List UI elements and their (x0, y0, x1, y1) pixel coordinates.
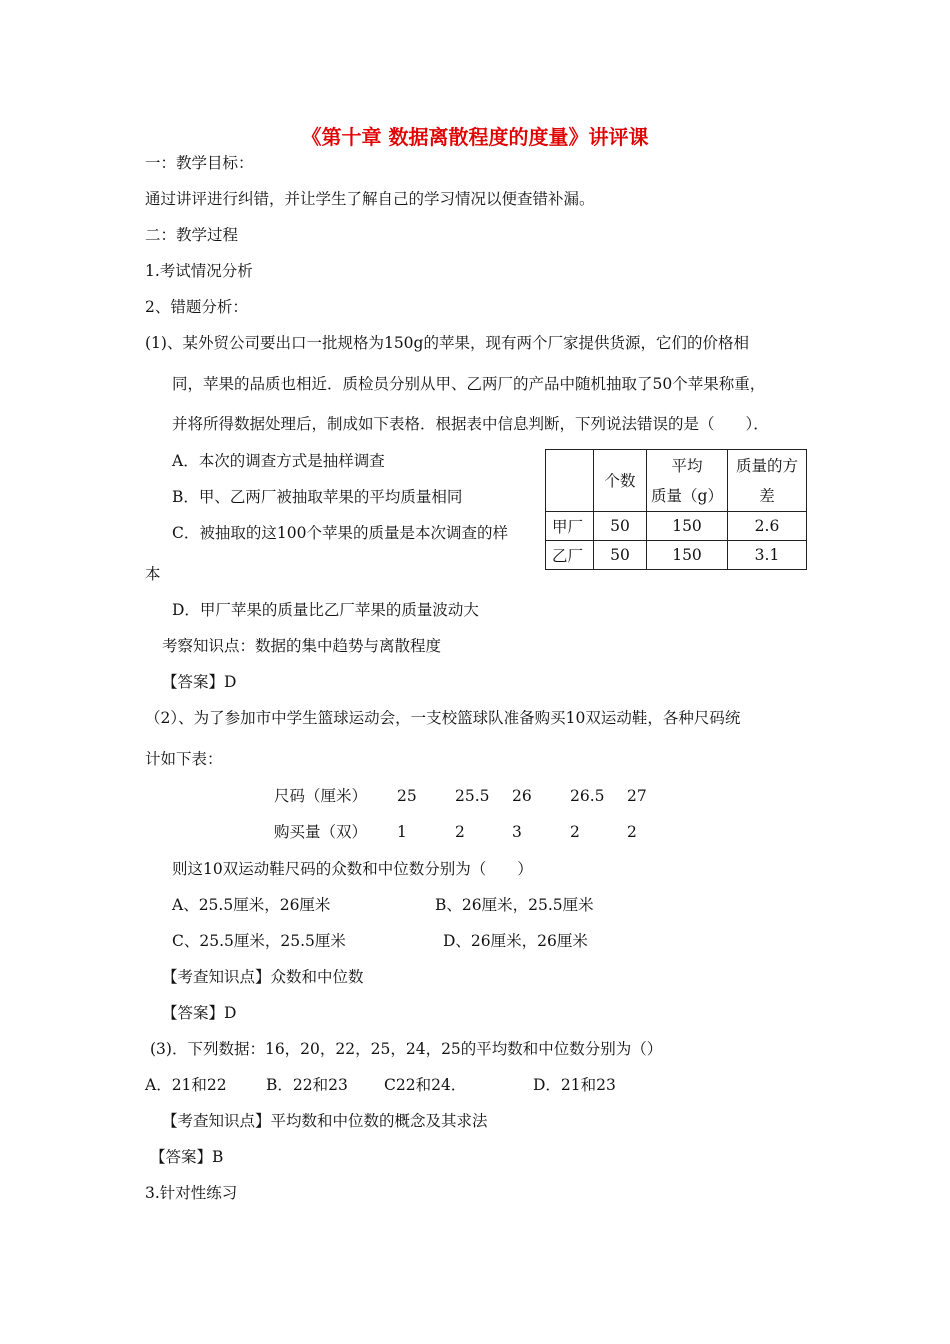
header-avg-line-1: 平均 (671, 456, 703, 475)
qty-value: 3 (512, 823, 522, 841)
q3-option-a: A．21和22 (145, 1076, 227, 1094)
row-avg: 150 (647, 512, 728, 541)
q1-answer: 【答案】D (162, 673, 237, 691)
q1-option-b: B．甲、乙两厂被抽取苹果的平均质量相同 (172, 488, 463, 506)
table-row (546, 541, 807, 570)
q1-knowledge: 考察知识点：数据的集中趋势与离散程度 (162, 637, 442, 655)
size-value: 26 (512, 787, 532, 805)
qty-label: 购买量（双） (274, 823, 368, 841)
row-name: 乙厂 (546, 541, 594, 570)
q2-option-c: C、25.5厘米，25.5厘米 (172, 932, 346, 950)
table-header-row (546, 450, 807, 512)
row-name: 甲厂 (546, 512, 594, 541)
size-label: 尺码（厘米） (274, 787, 368, 805)
table-row (546, 512, 807, 541)
size-value: 25 (397, 787, 417, 805)
q3-knowledge: 【考查知识点】平均数和中位数的概念及其求法 (162, 1112, 488, 1130)
item-1: 1.考试情况分析 (145, 262, 253, 280)
qty-value: 2 (570, 823, 580, 841)
page-title: 《第十章 数据离散程度的度量》讲评课 (301, 125, 649, 149)
header-avg (647, 450, 728, 512)
section-1-heading: 一：教学目标： (145, 154, 254, 172)
size-value: 25.5 (455, 787, 490, 805)
q1-option-c: C．被抽取的这100个苹果的质量是本次调查的样 (172, 524, 508, 542)
q1-line-2: 同，苹果的品质也相近．质检员分别从甲、乙两厂的产品中随机抽取了50个苹果称重， (172, 375, 766, 393)
q3-line-1: (3)．下列数据：16，20，22，25，24，25的平均数和中位数分别为（） (150, 1040, 663, 1058)
q1-option-d: D．甲厂苹果的质量比乙厂苹果的质量波动大 (172, 601, 479, 619)
table-corner-cell (546, 450, 594, 512)
item-3: 3.针对性练习 (145, 1184, 238, 1202)
header-variance-line-1: 质量的方 (735, 456, 798, 475)
section-2-heading: 二：教学过程 (145, 226, 239, 244)
q3-answer: 【答案】B (150, 1148, 224, 1166)
q3-option-c: C22和24． (384, 1076, 467, 1094)
q2-option-d: D、26厘米，26厘米 (443, 932, 588, 950)
q1-line-3: 并将所得数据处理后，制成如下表格．根据表中信息判断，下列说法错误的是（ ）． (172, 415, 769, 433)
row-variance: 3.1 (728, 541, 807, 570)
q3-option-b: B．22和23 (266, 1076, 348, 1094)
q2-line-2: 计如下表： (145, 750, 223, 768)
header-variance-line-2: 差 (759, 486, 775, 505)
q2-option-b: B、26厘米，25.5厘米 (435, 896, 594, 914)
apple-data-table (545, 449, 807, 570)
qty-value: 1 (397, 823, 407, 841)
q2-answer: 【答案】D (162, 1004, 237, 1022)
q3-option-d: D．21和23 (533, 1076, 616, 1094)
row-count: 50 (594, 541, 647, 570)
header-count: 个数 (594, 450, 647, 512)
q2-line-1: （2）、为了参加市中学生篮球运动会，一支校篮球队准备购买10双运动鞋，各种尺码统 (145, 709, 741, 727)
row-count: 50 (594, 512, 647, 541)
header-avg-line-2: 质量（g） (651, 486, 723, 505)
row-variance: 2.6 (728, 512, 807, 541)
q2-option-a: A、25.5厘米，26厘米 (172, 896, 331, 914)
row-avg: 150 (647, 541, 728, 570)
item-2: 2、错题分析： (145, 298, 248, 316)
section-1-text: 通过讲评进行纠错，并让学生了解自己的学习情况以便查错补漏。 (145, 190, 595, 208)
size-value: 27 (627, 787, 647, 805)
q2-question: 则这10双运动鞋尺码的众数和中位数分别为（ ） (172, 860, 533, 878)
q1-line-1: (1)、某外贸公司要出口一批规格为150g的苹果，现有两个厂家提供货源，它们的价格相 (145, 334, 749, 352)
size-value: 26.5 (570, 787, 605, 805)
q1-option-c-cont: 本 (145, 565, 161, 583)
qty-value: 2 (627, 823, 637, 841)
qty-value: 2 (455, 823, 465, 841)
q1-option-a: A．本次的调查方式是抽样调查 (172, 452, 385, 470)
header-variance (728, 450, 807, 512)
q2-knowledge: 【考查知识点】众数和中位数 (162, 968, 364, 986)
